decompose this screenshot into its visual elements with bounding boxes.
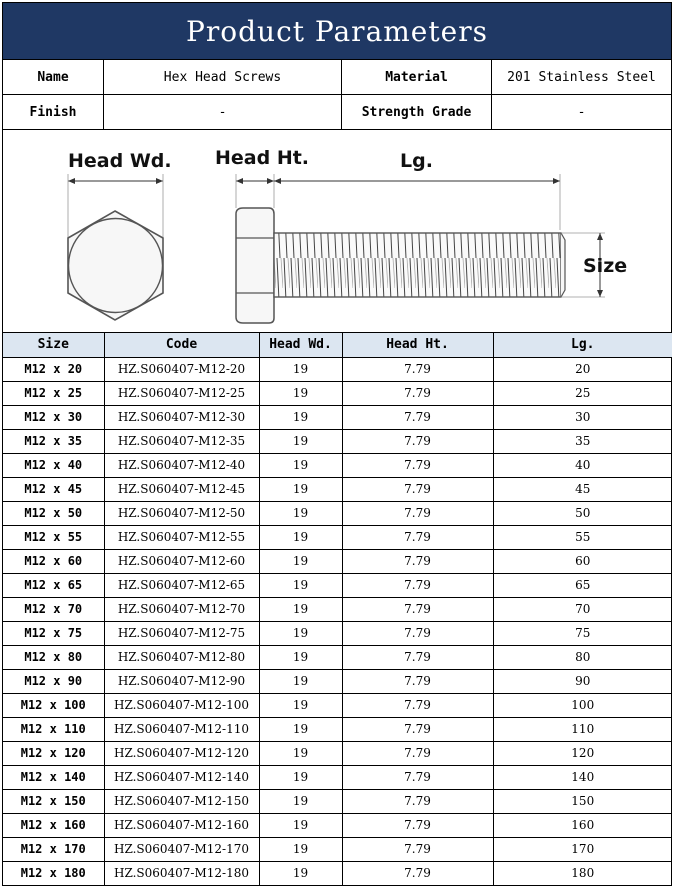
lg-cell: 35 — [493, 429, 672, 453]
table-row — [3, 645, 672, 669]
info-row-finish — [3, 95, 671, 130]
size-cell: M12 x 140 — [3, 765, 104, 789]
table-row — [3, 525, 672, 549]
size-cell: M12 x 110 — [3, 717, 104, 741]
info-row-name — [3, 60, 671, 95]
col-header-head-wd: Head Wd. — [259, 333, 342, 357]
table-row — [3, 717, 672, 741]
code-cell: HZ.S060407-M12-100 — [104, 693, 259, 717]
hex-head-side-view — [236, 208, 274, 323]
table-row — [3, 789, 672, 813]
material-label: Material — [342, 60, 492, 94]
head-ht-cell: 7.79 — [342, 381, 493, 405]
table-row — [3, 621, 672, 645]
name-value: Hex Head Screws — [104, 60, 342, 94]
strength-grade-label: Strength Grade — [342, 95, 492, 129]
head-ht-cell: 7.79 — [342, 405, 493, 429]
lg-cell: 90 — [493, 669, 672, 693]
lg-cell: 120 — [493, 741, 672, 765]
head-wd-cell: 19 — [259, 429, 342, 453]
head-ht-cell: 7.79 — [342, 813, 493, 837]
table-row — [3, 765, 672, 789]
lg-cell: 65 — [493, 573, 672, 597]
code-cell: HZ.S060407-M12-180 — [104, 861, 259, 885]
code-cell: HZ.S060407-M12-30 — [104, 405, 259, 429]
col-header-head-ht: Head Ht. — [342, 333, 493, 357]
head-wd-cell: 19 — [259, 477, 342, 501]
head-ht-cell: 7.79 — [342, 717, 493, 741]
head-ht-cell: 7.79 — [342, 789, 493, 813]
size-cell: M12 x 50 — [3, 501, 104, 525]
lg-cell: 20 — [493, 357, 672, 381]
size-cell: M12 x 45 — [3, 477, 104, 501]
table-header-row — [3, 333, 672, 357]
material-value: 201 Stainless Steel — [507, 69, 656, 85]
specs-table — [3, 333, 672, 885]
table-row — [3, 837, 672, 861]
size-label: Size — [583, 255, 628, 277]
head-wd-cell: 19 — [259, 453, 342, 477]
head-wd-cell: 19 — [259, 597, 342, 621]
code-cell: HZ.S060407-M12-90 — [104, 669, 259, 693]
head-wd-cell: 19 — [259, 813, 342, 837]
code-cell: HZ.S060407-M12-25 — [104, 381, 259, 405]
head-ht-cell: 7.79 — [342, 501, 493, 525]
head-wd-cell: 19 — [259, 381, 342, 405]
finish-label: Finish — [3, 95, 104, 129]
head-ht-cell: 7.79 — [342, 597, 493, 621]
code-cell: HZ.S060407-M12-140 — [104, 765, 259, 789]
lg-cell: 150 — [493, 789, 672, 813]
table-row — [3, 381, 672, 405]
name-label: Name — [3, 60, 104, 94]
head-ht-cell: 7.79 — [342, 453, 493, 477]
head-ht-cell: 7.79 — [342, 693, 493, 717]
head-wd-cell: 19 — [259, 789, 342, 813]
lg-cell: 180 — [571, 866, 595, 881]
hex-head-front-view — [68, 211, 163, 320]
size-cell: M12 x 60 — [3, 549, 104, 573]
size-cell: M12 x 55 — [3, 525, 104, 549]
size-cell: M12 x 75 — [3, 621, 104, 645]
code-cell: HZ.S060407-M12-120 — [104, 741, 259, 765]
lg-cell: 160 — [493, 813, 672, 837]
size-cell: M12 x 150 — [3, 789, 104, 813]
size-cell: M12 x 80 — [3, 645, 104, 669]
code-cell: HZ.S060407-M12-80 — [104, 645, 259, 669]
head-width-label: Head Wd. — [68, 150, 172, 172]
head-wd-cell: 19 — [259, 669, 342, 693]
head-wd-cell: 19 — [259, 501, 342, 525]
table-row — [3, 429, 672, 453]
lg-cell: 40 — [493, 453, 672, 477]
lg-cell: 50 — [493, 501, 672, 525]
lg-cell: 30 — [493, 405, 672, 429]
code-cell: HZ.S060407-M12-50 — [104, 501, 259, 525]
head-wd-cell: 19 — [259, 645, 342, 669]
code-cell: HZ.S060407-M12-70 — [104, 597, 259, 621]
size-cell: M12 x 30 — [3, 405, 104, 429]
bolt-dimension-diagram — [3, 130, 671, 333]
product-parameters-sheet — [2, 2, 672, 886]
lg-cell: 75 — [493, 621, 672, 645]
size-cell: M12 x 180 — [3, 861, 104, 885]
head-wd-cell: 19 — [259, 573, 342, 597]
table-row — [3, 549, 672, 573]
table-row — [3, 693, 672, 717]
code-cell: HZ.S060407-M12-75 — [104, 621, 259, 645]
lg-cell: 140 — [493, 765, 672, 789]
head-ht-cell: 7.79 — [342, 429, 493, 453]
size-cell: M12 x 100 — [3, 693, 104, 717]
size-cell: M12 x 160 — [3, 813, 104, 837]
code-cell: HZ.S060407-M12-55 — [104, 525, 259, 549]
code-cell: HZ.S060407-M12-110 — [104, 717, 259, 741]
table-row — [3, 477, 672, 501]
lg-cell: 60 — [493, 549, 672, 573]
code-cell: HZ.S060407-M12-60 — [104, 549, 259, 573]
head-wd-cell: 19 — [259, 765, 342, 789]
code-cell: HZ.S060407-M12-45 — [104, 477, 259, 501]
lg-cell: 100 — [493, 693, 672, 717]
head-wd-cell: 19 — [259, 837, 342, 861]
lg-cell: 110 — [493, 717, 672, 741]
head-ht-cell: 7.79 — [342, 861, 493, 885]
size-cell: M12 x 35 — [3, 429, 104, 453]
head-ht-cell: 7.79 — [342, 549, 493, 573]
head-wd-cell: 19 — [259, 741, 342, 765]
head-wd-cell: 19 — [259, 405, 342, 429]
size-cell: M12 x 170 — [3, 837, 104, 861]
head-ht-cell: 7.79 — [342, 525, 493, 549]
head-ht-cell: 7.79 — [342, 765, 493, 789]
length-label: Lg. — [400, 150, 433, 172]
head-ht-cell: 7.79 — [342, 741, 493, 765]
page-title: Product Parameters — [3, 3, 671, 60]
lg-cell: 70 — [493, 597, 672, 621]
lg-cell: 55 — [493, 525, 672, 549]
code-cell: HZ.S060407-M12-65 — [104, 573, 259, 597]
head-wd-cell: 19 — [259, 357, 342, 381]
table-row — [3, 813, 672, 837]
head-wd-cell: 19 — [259, 861, 342, 885]
table-row — [3, 597, 672, 621]
head-ht-cell: 7.79 — [342, 645, 493, 669]
size-cell: M12 x 25 — [3, 381, 104, 405]
head-ht-cell: 7.79 — [342, 837, 493, 861]
head-ht-cell: 7.79 — [342, 357, 493, 381]
code-cell: HZ.S060407-M12-35 — [104, 429, 259, 453]
table-row — [3, 573, 672, 597]
size-cell: M12 x 70 — [3, 597, 104, 621]
table-row — [3, 453, 672, 477]
table-row — [3, 357, 672, 381]
head-ht-cell: 7.79 — [342, 477, 493, 501]
lg-cell: 45 — [493, 477, 672, 501]
code-cell: HZ.S060407-M12-40 — [104, 453, 259, 477]
lg-cell: 170 — [493, 837, 672, 861]
table-row — [3, 405, 672, 429]
finish-value: - — [104, 95, 342, 129]
head-ht-cell: 7.79 — [342, 669, 493, 693]
size-cell: M12 x 90 — [3, 669, 104, 693]
code-cell: HZ.S060407-M12-160 — [104, 813, 259, 837]
head-height-label: Head Ht. — [215, 147, 310, 169]
size-cell: M12 x 40 — [3, 453, 104, 477]
col-header-code: Code — [104, 333, 259, 357]
size-cell: M12 x 120 — [3, 741, 104, 765]
code-cell: HZ.S060407-M12-170 — [104, 837, 259, 861]
threaded-shank — [274, 233, 565, 297]
head-ht-cell: 7.79 — [342, 621, 493, 645]
code-cell: HZ.S060407-M12-20 — [104, 357, 259, 381]
lg-cell: 80 — [493, 645, 672, 669]
head-wd-cell: 19 — [259, 717, 342, 741]
head-wd-cell: 19 — [259, 525, 342, 549]
table-row — [3, 501, 672, 525]
strength-grade-value: - — [577, 104, 586, 120]
bolt-drawing — [3, 130, 672, 333]
head-ht-cell: 7.79 — [342, 573, 493, 597]
col-header-lg: Lg. — [493, 333, 672, 357]
table-row — [3, 669, 672, 693]
head-wd-cell: 19 — [259, 621, 342, 645]
head-wd-cell: 19 — [259, 549, 342, 573]
col-header-size: Size — [3, 333, 104, 357]
size-cell: M12 x 65 — [3, 573, 104, 597]
size-cell: M12 x 20 — [3, 357, 104, 381]
head-wd-cell: 19 — [259, 693, 342, 717]
table-row — [3, 861, 672, 885]
lg-cell: 25 — [493, 381, 672, 405]
table-row — [3, 741, 672, 765]
code-cell: HZ.S060407-M12-150 — [104, 789, 259, 813]
